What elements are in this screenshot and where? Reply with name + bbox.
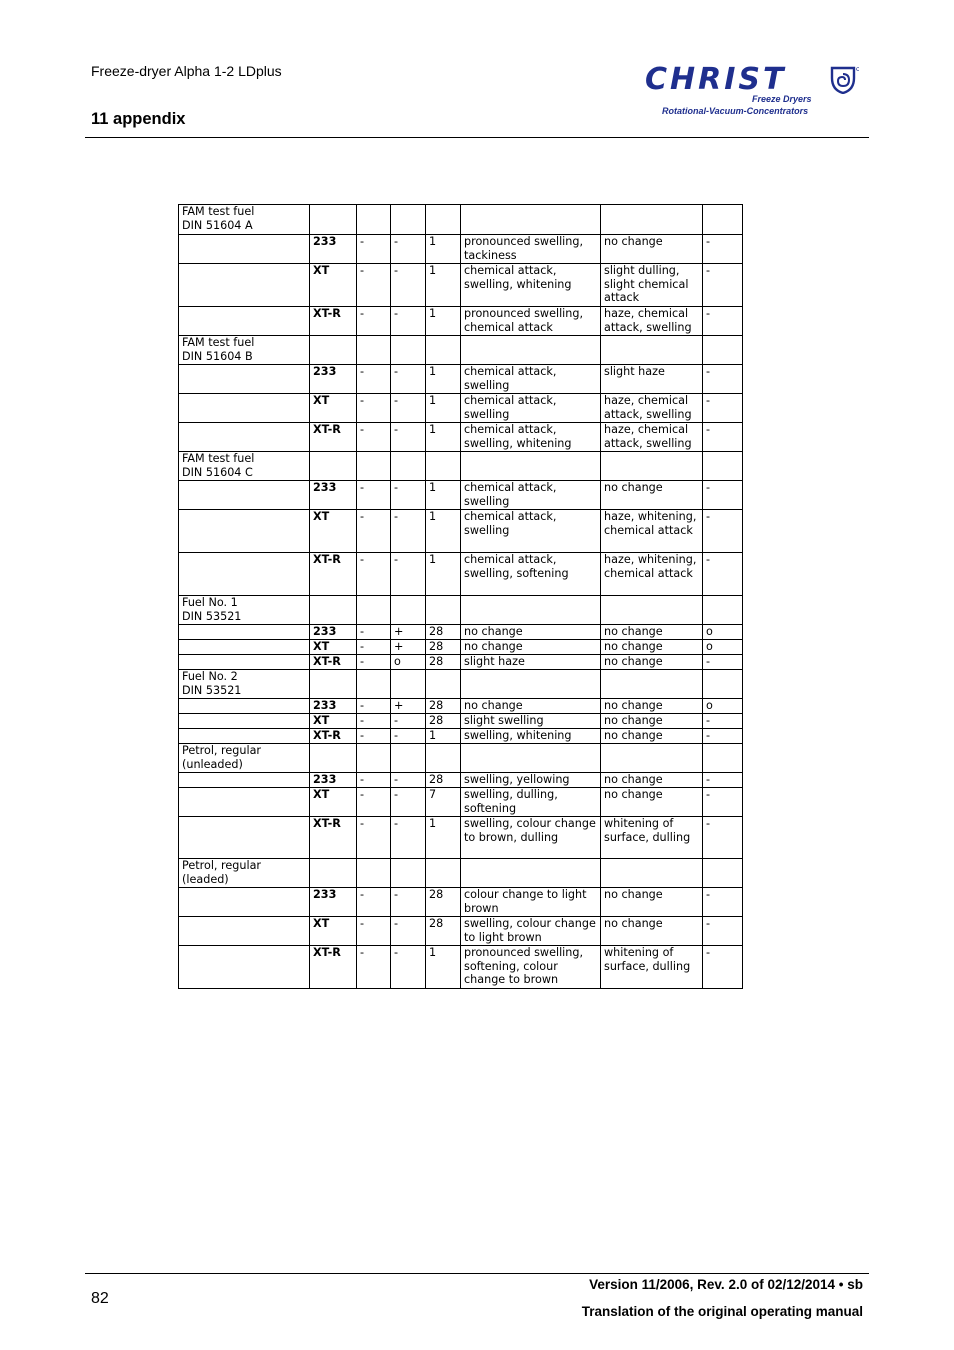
empty-cell (426, 336, 461, 365)
table-cell: - (703, 394, 743, 423)
table-cell: - (357, 655, 391, 670)
table-row (179, 264, 743, 307)
table-cell: - (391, 729, 426, 744)
table-cell: no change (601, 235, 703, 264)
table-cell: chemical attack, swelling (461, 365, 601, 394)
table-cell: XT (310, 714, 357, 729)
table-cell: XT-R (310, 817, 357, 859)
table-row (179, 553, 743, 596)
table-cell: + (391, 625, 426, 640)
table-cell: - (357, 365, 391, 394)
table-row (179, 788, 743, 817)
table-cell: - (391, 817, 426, 859)
table-cell: - (391, 917, 426, 946)
table-cell: chemical attack, swelling (461, 481, 601, 510)
table-cell: - (357, 699, 391, 714)
table-cell: XT-R (310, 946, 357, 989)
table-cell: - (357, 640, 391, 655)
table-cell: 1 (426, 307, 461, 336)
empty-cell (601, 859, 703, 888)
empty-cell (357, 670, 391, 699)
table-row (179, 640, 743, 655)
medium-cell: FAM test fuel DIN 51604 B (179, 336, 310, 365)
empty-cell (601, 596, 703, 625)
table-cell: - (357, 946, 391, 989)
empty-cell (461, 744, 601, 773)
table-row (179, 365, 743, 394)
table-cell: 233 (310, 365, 357, 394)
medium-spacer-cell (179, 423, 310, 452)
table-cell: haze, chemical attack, swelling (601, 394, 703, 423)
table-cell: XT-R (310, 553, 357, 596)
medium-cell: FAM test fuel DIN 51604 C (179, 452, 310, 481)
table-cell: - (357, 625, 391, 640)
empty-cell (703, 859, 743, 888)
resistance-table (178, 204, 743, 989)
table-cell: - (703, 481, 743, 510)
medium-spacer-cell (179, 481, 310, 510)
table-cell: no change (601, 714, 703, 729)
medium-cell: Fuel No. 2 DIN 53521 (179, 670, 310, 699)
table-cell: 1 (426, 946, 461, 989)
table-cell: + (391, 699, 426, 714)
table-cell: - (357, 729, 391, 744)
table-cell: chemical attack, swelling, softening (461, 553, 601, 596)
table-cell: XT (310, 264, 357, 307)
table-cell: - (391, 553, 426, 596)
table-cell: 28 (426, 625, 461, 640)
table-cell: whitening of surface, dulling (601, 817, 703, 859)
table-cell: 1 (426, 394, 461, 423)
empty-cell (703, 744, 743, 773)
medium-spacer-cell (179, 640, 310, 655)
table-cell: XT (310, 917, 357, 946)
group-header-row (179, 596, 743, 625)
table-cell: XT-R (310, 307, 357, 336)
table-row (179, 773, 743, 788)
table-cell: - (391, 510, 426, 553)
logo-line-rvc: Rotational-Vacuum-Concentrators (662, 106, 809, 116)
empty-cell (357, 205, 391, 235)
empty-cell (461, 452, 601, 481)
empty-cell (703, 670, 743, 699)
table-cell: - (391, 481, 426, 510)
table-cell: - (357, 553, 391, 596)
empty-cell (391, 205, 426, 235)
table-cell: 233 (310, 235, 357, 264)
empty-cell (461, 670, 601, 699)
empty-cell (391, 859, 426, 888)
medium-spacer-cell (179, 625, 310, 640)
empty-cell (391, 336, 426, 365)
table-row (179, 235, 743, 264)
table-cell: o (703, 625, 743, 640)
table-cell: no change (601, 699, 703, 714)
table-cell: - (357, 788, 391, 817)
table-cell: 28 (426, 699, 461, 714)
empty-cell (357, 744, 391, 773)
empty-cell (601, 670, 703, 699)
table-cell: - (703, 307, 743, 336)
table-cell: XT (310, 510, 357, 553)
medium-spacer-cell (179, 264, 310, 307)
table-row (179, 394, 743, 423)
table-cell: - (703, 729, 743, 744)
document-title: Freeze-dryer Alpha 1-2 LDplus (91, 63, 282, 79)
table-cell: swelling, whitening (461, 729, 601, 744)
empty-cell (703, 336, 743, 365)
empty-cell (310, 744, 357, 773)
group-header-row (179, 670, 743, 699)
table-cell: no change (461, 625, 601, 640)
table-row (179, 817, 743, 859)
empty-cell (391, 670, 426, 699)
table-cell: no change (601, 773, 703, 788)
table-cell: - (357, 394, 391, 423)
empty-cell (426, 744, 461, 773)
empty-cell (601, 205, 703, 235)
empty-cell (426, 670, 461, 699)
empty-cell (426, 596, 461, 625)
table-cell: - (357, 714, 391, 729)
table-cell: - (391, 423, 426, 452)
table-cell: - (391, 394, 426, 423)
empty-cell (461, 859, 601, 888)
empty-cell (426, 859, 461, 888)
table-cell: - (357, 423, 391, 452)
medium-cell: FAM test fuel DIN 51604 A (179, 205, 310, 235)
table-row (179, 481, 743, 510)
table-cell: - (391, 714, 426, 729)
table-cell: 1 (426, 510, 461, 553)
table-cell: 233 (310, 481, 357, 510)
table-cell: no change (601, 481, 703, 510)
medium-spacer-cell (179, 235, 310, 264)
table-cell: chemical attack, swelling, whitening (461, 423, 601, 452)
table-cell: slight swelling (461, 714, 601, 729)
medium-spacer-cell (179, 817, 310, 859)
table-row (179, 625, 743, 640)
table-cell: - (357, 817, 391, 859)
table-cell: 1 (426, 423, 461, 452)
logo-wordmark: CHRIST (645, 62, 787, 97)
empty-cell (357, 452, 391, 481)
medium-cell: Petrol, regular (unleaded) (179, 744, 310, 773)
footer-divider (85, 1273, 869, 1274)
empty-cell (426, 205, 461, 235)
table-cell: - (391, 264, 426, 307)
empty-cell (357, 596, 391, 625)
table-cell: - (357, 917, 391, 946)
table-cell: - (703, 888, 743, 917)
table-cell: 28 (426, 773, 461, 788)
table-cell: haze, chemical attack, swelling (601, 307, 703, 336)
empty-cell (703, 205, 743, 235)
table-cell: colour change to light brown (461, 888, 601, 917)
table-cell: - (391, 307, 426, 336)
medium-spacer-cell (179, 946, 310, 989)
medium-spacer-cell (179, 365, 310, 394)
medium-spacer-cell (179, 729, 310, 744)
medium-spacer-cell (179, 510, 310, 553)
table-row (179, 510, 743, 553)
table-cell: - (703, 423, 743, 452)
medium-spacer-cell (179, 394, 310, 423)
table-cell: 1 (426, 264, 461, 307)
medium-spacer-cell (179, 655, 310, 670)
medium-spacer-cell (179, 714, 310, 729)
table-row (179, 423, 743, 452)
table-cell: no change (601, 917, 703, 946)
empty-cell (310, 205, 357, 235)
table-cell: - (703, 714, 743, 729)
table-cell: - (357, 235, 391, 264)
table-cell: 28 (426, 917, 461, 946)
medium-spacer-cell (179, 699, 310, 714)
table-row (179, 917, 743, 946)
table-cell: 233 (310, 699, 357, 714)
group-header-row (179, 744, 743, 773)
table-row (179, 729, 743, 744)
medium-spacer-cell (179, 553, 310, 596)
table-cell: no change (601, 788, 703, 817)
table-cell: - (703, 553, 743, 596)
table-cell: - (357, 888, 391, 917)
table-cell: 233 (310, 625, 357, 640)
empty-cell (391, 452, 426, 481)
medium-cell: Petrol, regular (leaded) (179, 859, 310, 888)
table-row (179, 655, 743, 670)
empty-cell (310, 596, 357, 625)
page-number: 82 (91, 1290, 109, 1307)
table-cell: XT-R (310, 729, 357, 744)
table-cell: chemical attack, swelling (461, 510, 601, 553)
christ-logo (640, 62, 866, 120)
empty-cell (703, 596, 743, 625)
section-heading: 11 appendix (91, 110, 186, 128)
logo-line-freeze-dryers: Freeze Dryers (752, 94, 812, 104)
table-cell: 1 (426, 365, 461, 394)
table-cell: 28 (426, 888, 461, 917)
table-cell: 28 (426, 640, 461, 655)
table-cell: no change (601, 655, 703, 670)
header-divider (85, 137, 869, 138)
table-cell: o (703, 640, 743, 655)
table-cell: - (357, 307, 391, 336)
table-cell: - (391, 365, 426, 394)
table-cell: 1 (426, 729, 461, 744)
table-cell: no change (601, 625, 703, 640)
logo-spiral-icon (829, 66, 859, 94)
table-cell: haze, whitening, chemical attack (601, 510, 703, 553)
table-cell: o (703, 699, 743, 714)
table-cell: - (703, 817, 743, 859)
table-cell: XT (310, 640, 357, 655)
table-cell: - (391, 888, 426, 917)
medium-spacer-cell (179, 788, 310, 817)
medium-cell: Fuel No. 1 DIN 53521 (179, 596, 310, 625)
table-cell: XT-R (310, 423, 357, 452)
empty-cell (310, 336, 357, 365)
table-cell: - (703, 365, 743, 394)
table-cell: chemical attack, swelling, whitening (461, 264, 601, 307)
empty-cell (357, 336, 391, 365)
table-cell: - (391, 946, 426, 989)
table-row (179, 946, 743, 989)
table-cell: - (391, 788, 426, 817)
table-cell: - (703, 235, 743, 264)
group-header-row (179, 205, 743, 235)
table-cell: - (391, 235, 426, 264)
group-header-row (179, 859, 743, 888)
table-cell: no change (461, 699, 601, 714)
empty-cell (601, 452, 703, 481)
table-row (179, 699, 743, 714)
table-cell: 7 (426, 788, 461, 817)
table-cell: 1 (426, 817, 461, 859)
table-row (179, 307, 743, 336)
table-cell: - (703, 655, 743, 670)
medium-spacer-cell (179, 917, 310, 946)
table-cell: slight dulling, slight chemical attack (601, 264, 703, 307)
translation-note: Translation of the original operating manual (581, 1304, 863, 1319)
empty-cell (703, 452, 743, 481)
resistance-table-body (179, 205, 743, 989)
table-cell: + (391, 640, 426, 655)
table-cell: - (703, 264, 743, 307)
table-cell: - (357, 264, 391, 307)
table-cell: XT-R (310, 655, 357, 670)
table-cell: pronounced swelling, softening, colour change to brown (461, 946, 601, 989)
table-cell: whitening of surface, dulling (601, 946, 703, 989)
empty-cell (461, 336, 601, 365)
table-cell: swelling, colour change to brown, dulling (461, 817, 601, 859)
medium-spacer-cell (179, 888, 310, 917)
empty-cell (601, 336, 703, 365)
table-cell: no change (461, 640, 601, 655)
medium-spacer-cell (179, 773, 310, 788)
empty-cell (461, 596, 601, 625)
empty-cell (391, 744, 426, 773)
table-cell: pronounced swelling, tackiness (461, 235, 601, 264)
empty-cell (310, 670, 357, 699)
table-cell: - (357, 773, 391, 788)
version-info: Version 11/2006, Rev. 2.0 of 02/12/2014 • sb (589, 1277, 863, 1292)
table-cell: no change (601, 888, 703, 917)
empty-cell (426, 452, 461, 481)
group-header-row (179, 336, 743, 365)
empty-cell (461, 205, 601, 235)
table-row (179, 888, 743, 917)
table-cell: - (391, 773, 426, 788)
table-cell: - (703, 773, 743, 788)
table-cell: swelling, yellowing (461, 773, 601, 788)
table-cell: haze, whitening, chemical attack (601, 553, 703, 596)
table-cell: no change (601, 640, 703, 655)
table-cell: XT (310, 788, 357, 817)
table-cell: 28 (426, 655, 461, 670)
table-cell: - (357, 510, 391, 553)
table-cell: 233 (310, 888, 357, 917)
medium-spacer-cell (179, 307, 310, 336)
table-cell: - (703, 917, 743, 946)
table-row (179, 714, 743, 729)
table-cell: - (703, 788, 743, 817)
group-header-row (179, 452, 743, 481)
table-cell: 28 (426, 714, 461, 729)
table-cell: slight haze (461, 655, 601, 670)
table-cell: swelling, dulling, softening (461, 788, 601, 817)
table-cell: chemical attack, swelling (461, 394, 601, 423)
table-cell: - (703, 510, 743, 553)
table-cell: pronounced swelling, chemical attack (461, 307, 601, 336)
table-cell: swelling, colour change to light brown (461, 917, 601, 946)
table-cell: o (391, 655, 426, 670)
table-cell: 1 (426, 481, 461, 510)
empty-cell (310, 859, 357, 888)
table-cell: - (357, 481, 391, 510)
table-cell: 233 (310, 773, 357, 788)
table-cell: slight haze (601, 365, 703, 394)
empty-cell (601, 744, 703, 773)
table-cell: haze, chemical attack, swelling (601, 423, 703, 452)
table-cell: - (703, 946, 743, 989)
table-cell: 1 (426, 235, 461, 264)
table-cell: XT (310, 394, 357, 423)
empty-cell (357, 859, 391, 888)
table-cell: 1 (426, 553, 461, 596)
empty-cell (310, 452, 357, 481)
empty-cell (391, 596, 426, 625)
table-cell: no change (601, 729, 703, 744)
